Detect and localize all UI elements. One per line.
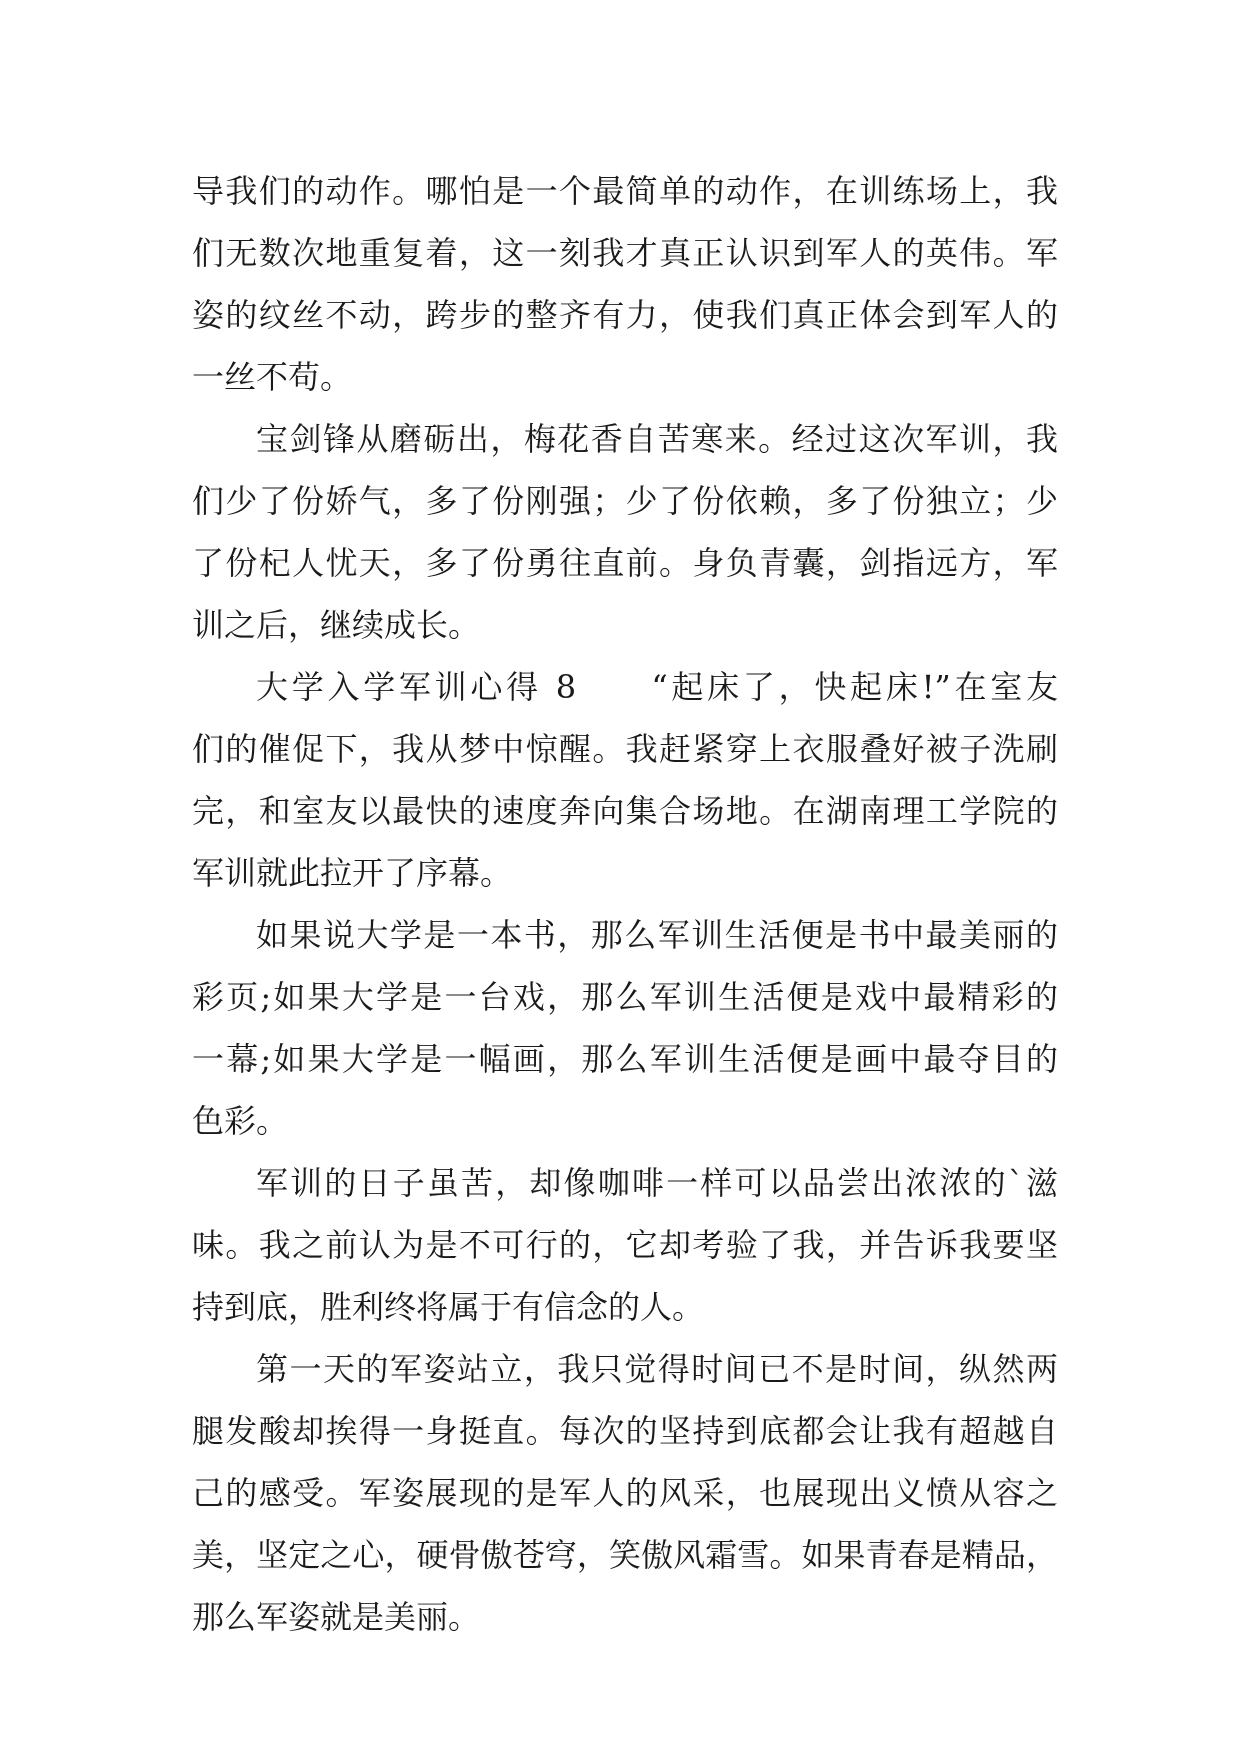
text-line: 味。我之前认为是不可行的，它却考验了我，并告诉我要坚	[192, 1226, 1058, 1264]
text-line: 军训就此拉开了序幕。	[192, 854, 513, 892]
text-line: 完，和室友以最快的速度奔向集合场地。在湖南理工学院的	[192, 792, 1058, 830]
text-line: 们无数次地重复着，这一刻我才真正认识到军人的英伟。军	[192, 234, 1058, 272]
text-line: 色彩。	[192, 1102, 289, 1140]
text-line: 大学入学军训心得 8 “起床了，快起床!”在室友	[256, 668, 1058, 706]
text-line: 己的感受。军姿展现的是军人的风采，也展现出义愤从容之	[192, 1474, 1058, 1512]
text-line: 训之后，继续成长。	[192, 606, 481, 644]
text-line: 第一天的军姿站立，我只觉得时间已不是时间，纵然两	[256, 1350, 1058, 1388]
document-body	[192, 160, 1058, 1648]
text-line: 美，坚定之心，硬骨傲苍穹，笑傲风霜雪。如果青春是精品，	[192, 1536, 1058, 1574]
text-line: 持到底，胜利终将属于有信念的人。	[192, 1288, 705, 1326]
text-line: 姿的纹丝不动，跨步的整齐有力，使我们真正体会到军人的	[192, 296, 1058, 334]
text-line: 如果说大学是一本书，那么军训生活便是书中最美丽的	[256, 916, 1058, 954]
text-line: 们的催促下，我从梦中惊醒。我赶紧穿上衣服叠好被子洗刷	[192, 730, 1058, 768]
text-line: 一丝不苟。	[192, 358, 353, 396]
text-line: 们少了份娇气，多了份刚强；少了份依赖，多了份独立；少	[192, 482, 1058, 520]
text-line: 了份杞人忧天，多了份勇往直前。身负青囊，剑指远方，军	[192, 544, 1058, 582]
text-line: 彩页;如果大学是一台戏，那么军训生活便是戏中最精彩的	[192, 978, 1058, 1016]
text-line: 宝剑锋从磨砺出，梅花香自苦寒来。经过这次军训，我	[256, 420, 1058, 458]
text-line: 那么军姿就是美丽。	[192, 1598, 481, 1636]
text-line: 一幕;如果大学是一幅画，那么军训生活便是画中最夺目的	[192, 1040, 1058, 1078]
text-line: 军训的日子虽苦，却像咖啡一样可以品尝出浓浓的`滋	[256, 1164, 1058, 1202]
text-line: 腿发酸却挨得一身挺直。每次的坚持到底都会让我有超越自	[192, 1412, 1058, 1450]
text-line: 导我们的动作。哪怕是一个最简单的动作，在训练场上，我	[192, 172, 1058, 210]
